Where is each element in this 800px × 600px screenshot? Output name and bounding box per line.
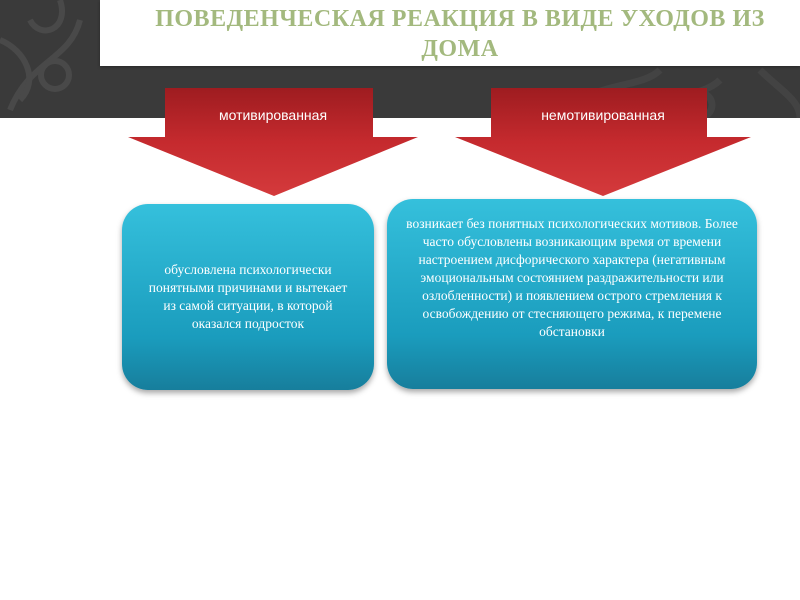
title-line-2: ДОМА xyxy=(421,36,499,62)
page-title xyxy=(100,4,800,64)
description-text-unmotivated: возникает без понятных психологических мотивов. Более часто обусловлены возникающим время от времени настроением дисфорического характера (негативным эмоциональным состоянием раздражительности или озлобленности) и появлением острого стремления к освобождению от стесняющего режима, к перемене обстановки xyxy=(406,216,738,339)
description-box-unmotivated xyxy=(387,199,757,389)
down-arrow-shape xyxy=(455,88,755,198)
description-box-motivated xyxy=(122,204,374,390)
down-arrow-shape xyxy=(128,88,418,198)
arrow-motivated xyxy=(128,88,418,198)
description-text-motivated: обусловлена психологически понятными причинами и вытекает из самой ситуации, в которой оказался подросток xyxy=(148,262,348,331)
arrow-label-motivated: мотивированная xyxy=(218,107,328,123)
arrow-label-unmotivated: немотивированная xyxy=(541,107,665,123)
arrow-unmotivated xyxy=(455,88,745,198)
title-line-1: ПОВЕДЕНЧЕСКАЯ РЕАКЦИЯ В ВИДЕ УХОДОВ ИЗ xyxy=(155,6,765,32)
